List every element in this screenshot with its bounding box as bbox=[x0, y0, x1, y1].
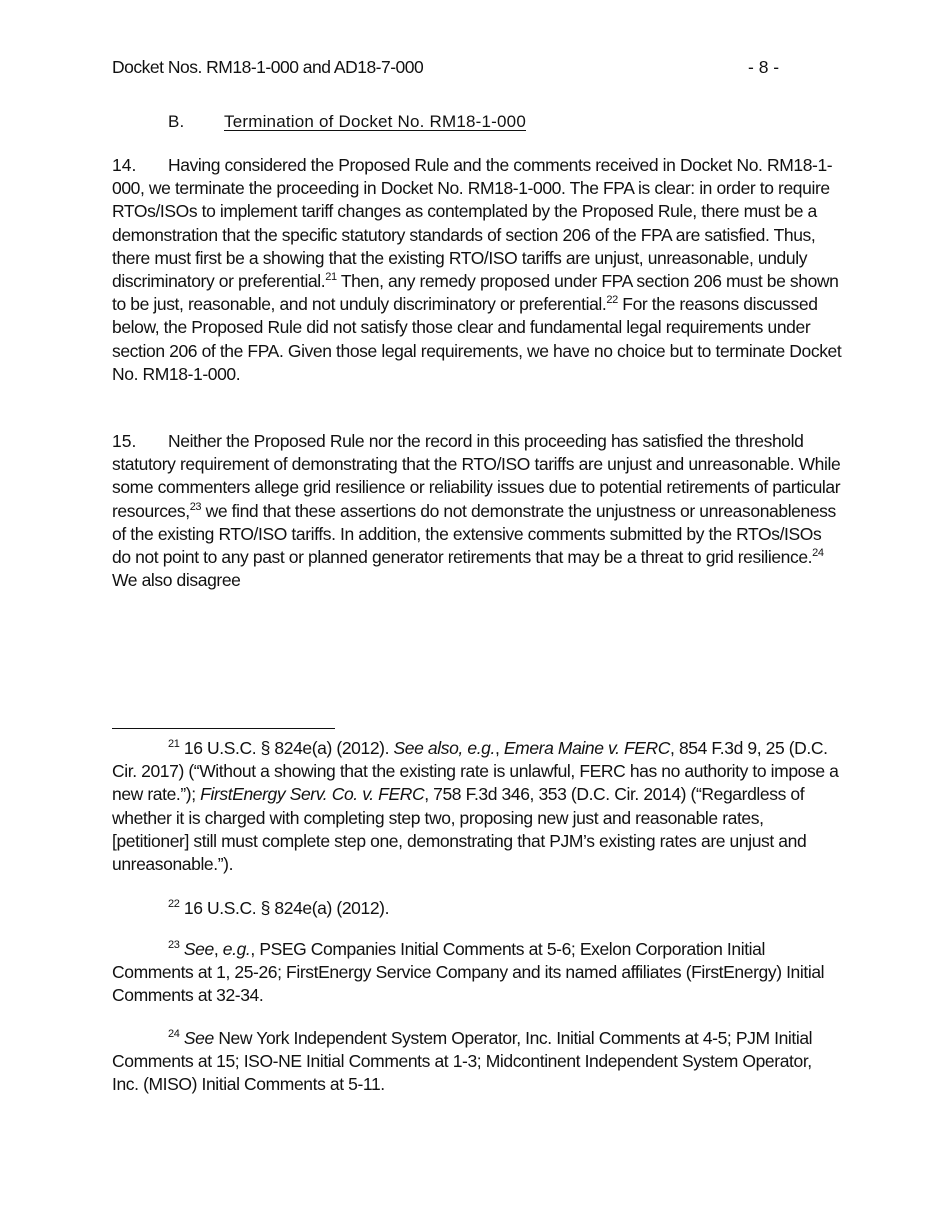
section-heading bbox=[168, 112, 526, 132]
footnote-ref-21[interactable]: 21 bbox=[325, 271, 337, 284]
footnote-text: 16 U.S.C. § 824e(a) (2012). bbox=[183, 898, 390, 918]
footnote-signal: e.g. bbox=[222, 939, 251, 959]
paragraph-text: Then, any remedy proposed under FPA section 206 must be shown to be just, reasonable, and not unduly discriminatory or preferential. bbox=[112, 271, 839, 315]
footnote-text: , 854 F.3d 9, 25 (D.C. Cir. 2017) (“Without a showing that the existing rate is unlawful, FERC has no authority to impose a new rate.”); bbox=[112, 738, 839, 805]
footnote-number: 24 bbox=[168, 1028, 180, 1041]
paragraph-text: we find that these assertions do not demonstrate the unjustness or unreasonableness of the existing RTO/ISO tariffs. In addition, the extensive comments submitted by the RTOs/ISOs do not point to any past or planned generator retirements that may be a threat to grid resilience. bbox=[112, 500, 836, 568]
footnote-signal: See bbox=[183, 939, 214, 959]
footnote-signal: See also, e.g. bbox=[393, 738, 495, 758]
page-number: - 8 - bbox=[748, 57, 780, 77]
footnote-text: , bbox=[213, 939, 223, 959]
footnote-number: 23 bbox=[168, 939, 180, 952]
paragraph-text: We also disagree bbox=[112, 570, 241, 591]
footnote-ref-22[interactable]: 22 bbox=[606, 294, 618, 307]
section-title: Termination of Docket No. RM18-1-000 bbox=[224, 112, 526, 131]
footnote-ref-24[interactable]: 24 bbox=[812, 547, 824, 560]
footnote-22 bbox=[112, 897, 842, 920]
paragraph-14 bbox=[112, 154, 842, 386]
paragraph-15 bbox=[112, 430, 842, 592]
footnote-text: , PSEG Companies Initial Comments at 5-6; Exelon Corporation Initial Comments at 1, 25-26; FirstEnergy Service Company and its named affiliates (FirstEnergy) Initial Comments at 32-34. bbox=[112, 939, 825, 1006]
footnote-number: 22 bbox=[168, 898, 180, 911]
footnote-23 bbox=[112, 938, 842, 1008]
footnote-21 bbox=[112, 737, 842, 876]
paragraph-number: 14. bbox=[112, 155, 137, 175]
footnote-number: 21 bbox=[168, 738, 180, 751]
section-letter: B. bbox=[168, 112, 185, 131]
case-name: FirstEnergy Serv. Co. v. FERC bbox=[200, 784, 425, 805]
footnote-text: , bbox=[494, 738, 504, 758]
footnote-text: New York Independent System Operator, Inc. Initial Comments at 4-5; PJM Initial Comments at 15; ISO-NE Initial Comments at 1-3; Midcontinent Independent System Operator, Inc. (MISO) Initial Comments at 5-11. bbox=[112, 1028, 813, 1095]
footnote-separator bbox=[112, 728, 335, 729]
paragraph-number: 15. bbox=[112, 431, 137, 451]
footnote-text: , 758 F.3d 346, 353 (D.C. Cir. 2014) (“Regardless of whether it is charged with completing step two, proposing new just and reasonable rates, [petitioner] still must complete step one, demonstrating that PJM’s existing rates are unjust and unreasonable.”). bbox=[112, 784, 807, 875]
footnote-24 bbox=[112, 1027, 842, 1097]
footnote-ref-23[interactable]: 23 bbox=[189, 500, 202, 513]
case-name: Emera Maine v. FERC bbox=[503, 738, 671, 758]
footnote-signal: See bbox=[183, 1028, 214, 1048]
docket-header: Docket Nos. RM18-1-000 and AD18-7-000 bbox=[112, 57, 424, 77]
paragraph-text: Neither the Proposed Rule nor the record in this proceeding has satisfied the threshold statutory requirement of demonstrating that the RTO/ISO tariffs are unjust and unreasonable. While some commenters allege grid resilience or reliability issues due to potential retirements of particular resources, bbox=[112, 431, 841, 521]
footnote-text: 16 U.S.C. § 824e(a) (2012). bbox=[183, 738, 394, 758]
paragraph-text: For the reasons discussed below, the Proposed Rule did not satisfy those clear and fundamental legal requirements under section 206 of the FPA. Given those legal requirements, we have no choice but to terminate Docket No. RM18-1-000. bbox=[112, 294, 842, 384]
paragraph-text: Having considered the Proposed Rule and the comments received in Docket No. RM18-1-000, we terminate the proceeding in Docket No. RM18-1-000. The FPA is clear: in order to require RTOs/ISOs to implement tariff changes as contemplated by the Proposed Rule, there must be a demonstration that the specific statutory standards of section 206 of the FPA are satisfied. Thus, there must first be a showing that the existing RTO/ISO tariffs are unjust, unreasonable, unduly discriminatory or preferential. bbox=[112, 155, 833, 292]
